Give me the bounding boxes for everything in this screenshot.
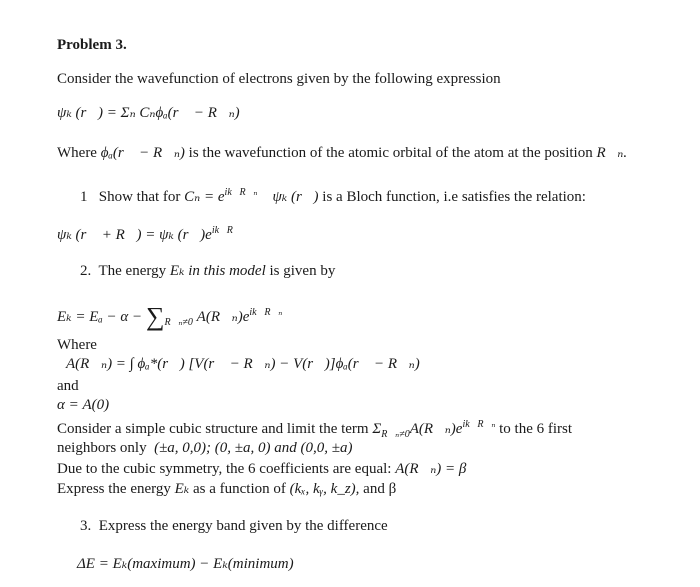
item-1-psi: ψₖ (r⃗) <box>272 189 319 205</box>
item-3-text: Express the energy band given by the difference <box>98 518 388 534</box>
express-k-math: (kₓ, kᵧ, k_z), <box>289 481 360 497</box>
item-2-math: Eₖ in this model <box>169 263 266 279</box>
problem-title: Problem 3. <box>57 37 127 53</box>
item-1 <box>80 184 586 206</box>
where-description: is the wavefunction of the atomic orbital of the atom at the position <box>188 145 593 161</box>
where-label-2: Where <box>57 337 97 353</box>
item-1-text-b: is a Bloch function, i.e satisfies the relation: <box>322 189 586 205</box>
neighbors-text: neighbors only (±a, 0,0); (0, ±a, 0) and (0,0, ±a) <box>57 440 353 456</box>
and-label: and <box>57 378 79 394</box>
where-label: Where <box>57 145 97 161</box>
equation-energy: $E_k = E_a - \alpha - \sum_{R⃗_n\ne 0}$ $A(R⃗_n)e^{ik⃗R⃗_n}$ <box>57 302 283 331</box>
sum-symbol: ∑ <box>145 302 165 331</box>
symmetry-text: Due to the cubic symmetry, the 6 coefficients are equal: A(R⃗ₙ) = β <box>57 461 467 477</box>
position-math: R⃗ₙ. <box>596 145 628 161</box>
where-atomic-orbital <box>57 144 627 162</box>
equation-overlap: A(R⃗ₙ) = ∫ ϕₐ*(r⃗) [V(r⃗ − R⃗ₙ) − V(r⃗)]ϕₐ(r⃗ − R⃗ₙ) <box>66 356 420 372</box>
equation-delta-e: ΔE = Eₖ(maximum) − Eₖ(minimum) <box>77 556 294 572</box>
express-text: Express the energy Eₖ as a function of (kₓ, kᵧ, k_z), and β <box>57 481 397 497</box>
neighbors-math: (±a, 0,0); (0, ±a, 0) and (0,0, ±a) <box>154 440 353 456</box>
item-2-text-a: The energy <box>98 263 167 279</box>
item-2-number: 2. <box>80 263 92 279</box>
equation-wavefunction: ψₖ (r⃗) = Σₙ Cₙϕₐ(r⃗ − R⃗ₙ) <box>57 105 240 121</box>
equation-alpha: α = A(0) <box>57 397 110 413</box>
item-2 <box>80 262 335 280</box>
intro-text: Consider the wavefunction of electrons given by the following expression <box>57 71 501 87</box>
consider-sum: $\Sigma_{R⃗_n\ne 0}A(R⃗_n)e^{ik⃗R⃗_n}$ <box>372 419 496 440</box>
equation-bloch: ψₖ (r⃗ + R⃗) = ψₖ $(r⃗)e^{ik⃗R⃗}$ <box>57 225 241 243</box>
express-energy-math: Eₖ <box>174 481 190 497</box>
atomic-orbital-math: ϕₐ(r⃗ − R⃗ₙ) <box>100 145 185 161</box>
consider-text: Consider a simple cubic structure and limit the term $\Sigma_{R⃗_n\ne 0}A(R⃗_n)e^{ik⃗R⃗_n}$ to the 6 first <box>57 419 573 440</box>
item-1-text-a: Show that for <box>98 189 181 205</box>
item-3-number: 3. <box>80 518 92 534</box>
symmetry-math: A(R⃗ₙ) = β <box>395 461 467 477</box>
item-1-coefficient: $C_n = e^{ik⃗R⃗_n}$ <box>184 187 258 205</box>
item-2-text-b: is given by <box>269 263 336 279</box>
item-3 <box>80 517 388 535</box>
item-1-number: 1 <box>80 189 88 205</box>
